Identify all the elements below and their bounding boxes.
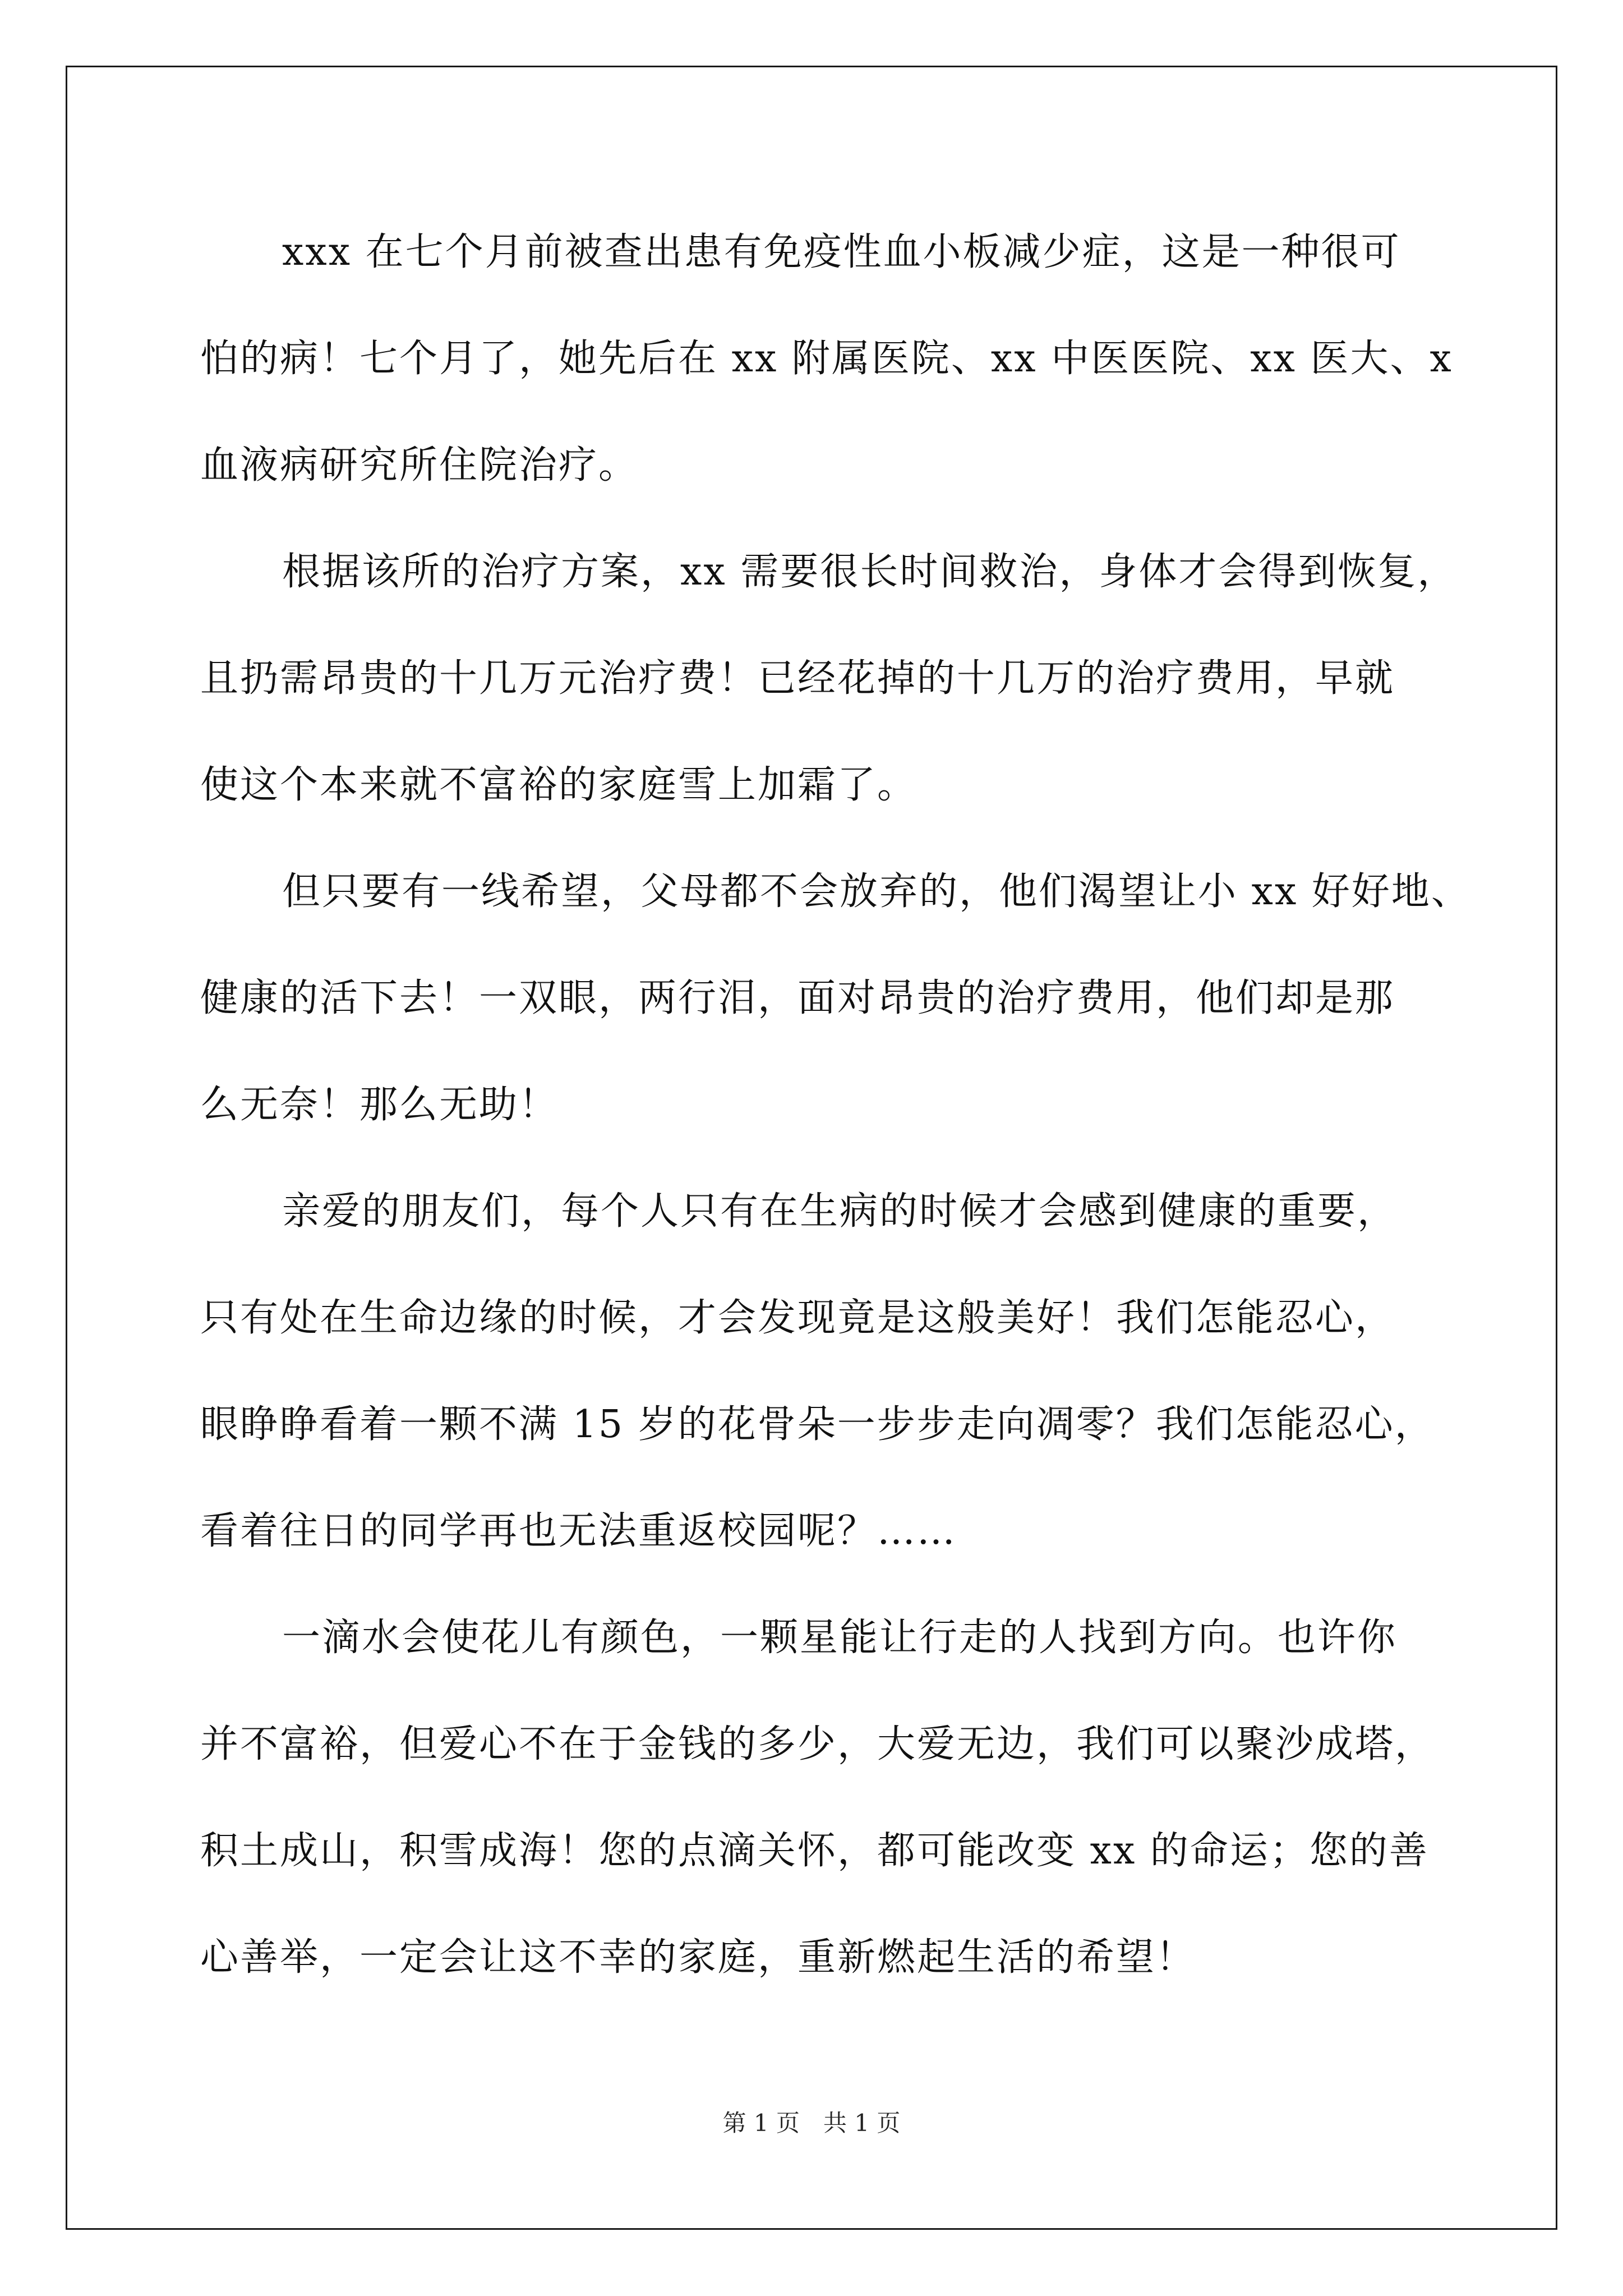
paragraph-5-line-3: 积土成山，积雪成海！您的点滴关怀，都可能改变 xx 的命运；您的善: [200, 1829, 1429, 1873]
paragraph-2-line-1: 根据该所的治疗方案，xx 需要很长时间救治，身体才会得到恢复，: [282, 550, 1458, 594]
paragraph-4-line-2: 只有处在生命边缘的时候，才会发现竟是这般美好！我们怎能忍心，: [200, 1296, 1395, 1340]
paragraph-4-line-3: 眼睁睁看着一颗不满 15 岁的花骨朵一步步走向凋零？我们怎能忍心，: [200, 1402, 1435, 1447]
paragraph-3-line-1: 但只要有一线希望，父母都不会放弃的，他们渴望让小 xx 好好地、: [282, 869, 1471, 914]
page-border: [66, 66, 1557, 2230]
page-number-footer: 第 1 页 共 1 页: [722, 2109, 901, 2137]
paragraph-5-line-1: 一滴水会使花儿有颜色，一颗星能让行走的人找到方向。也许你: [282, 1616, 1398, 1660]
paragraph-1-line-2: 怕的病！七个月了，她先后在 xx 附属医院、xx 中医医院、xx 医大、x: [200, 337, 1453, 381]
paragraph-5-line-4: 心善举，一定会让这不幸的家庭，重新燃起生活的希望！: [200, 1935, 1196, 1980]
paragraph-2-line-3: 使这个本来就不富裕的家庭雪上加霜了。: [200, 763, 917, 807]
paragraph-4-line-4: 看着往日的同学再也无法重返校园呢？……: [200, 1509, 957, 1553]
paragraph-1-line-1: xxx 在七个月前被查出患有免疫性血小板减少症，这是一种很可: [282, 230, 1401, 274]
paragraph-3-line-3: 么无奈！那么无助！: [200, 1083, 559, 1127]
paragraph-5-line-2: 并不富裕，但爱心不在于金钱的多少，大爱无边，我们可以聚沙成塔，: [200, 1722, 1435, 1766]
paragraph-1-line-3: 血液病研究所住院治疗。: [200, 443, 639, 487]
paragraph-4-line-1: 亲爱的朋友们，每个人只有在生病的时候才会感到健康的重要，: [282, 1189, 1398, 1234]
paragraph-2-line-2: 且扔需昂贵的十几万元治疗费！已经花掉的十几万的治疗费用，早就: [200, 656, 1395, 701]
paragraph-3-line-2: 健康的活下去！一双眼，两行泪，面对昂贵的治疗费用，他们却是那: [200, 976, 1395, 1020]
